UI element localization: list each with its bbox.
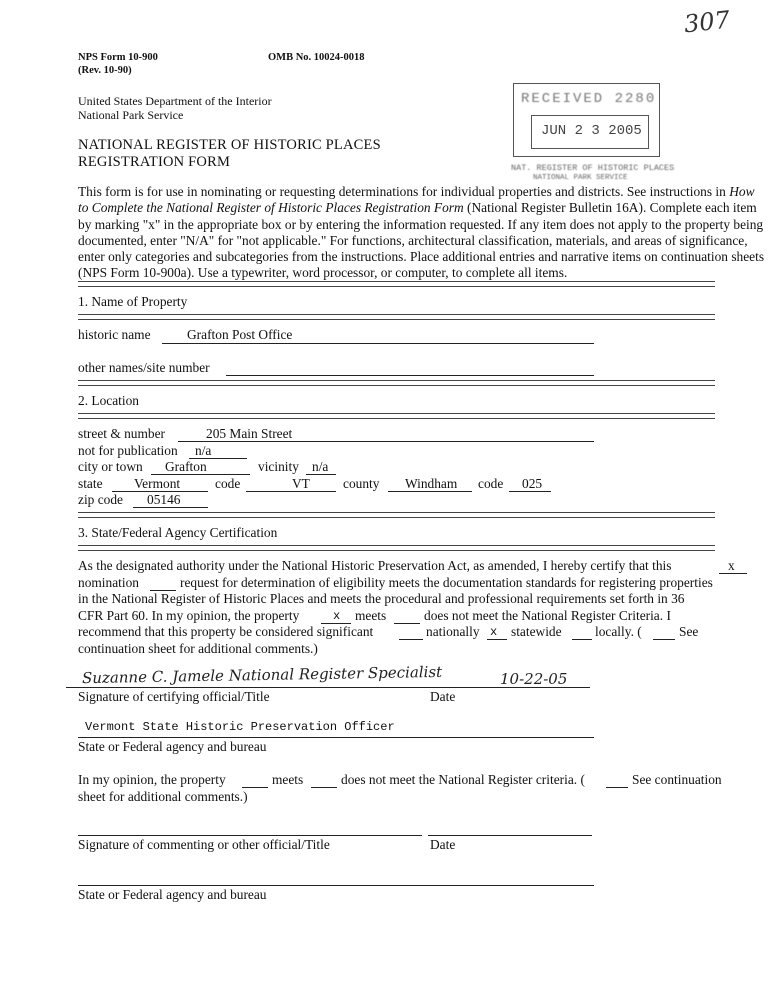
county-code-label: code xyxy=(478,476,504,491)
stamp-service: NATIONAL PARK SERVICE xyxy=(533,174,628,182)
cert-line-2: request for determination of eligibility meets the documentation standards for registering properties xyxy=(180,575,713,590)
opinion-meets-label: meets xyxy=(272,772,304,787)
nfp-value[interactable]: n/a xyxy=(195,443,212,458)
cert-see-label: See xyxy=(679,624,699,639)
cert-statewide-label: statewide xyxy=(511,624,562,639)
form-title: NATIONAL REGISTER OF HISTORIC PLACES xyxy=(78,137,381,153)
agency-typed[interactable]: Vermont State Historic Preservation Officer xyxy=(85,720,395,734)
signature-label: Signature of certifying official/Title xyxy=(78,689,270,704)
section-2-heading: 2. Location xyxy=(78,393,139,408)
zip-label: zip code xyxy=(78,492,123,507)
opinion-continuation-check-line[interactable] xyxy=(606,787,628,788)
commenting-signature-label: Signature of commenting or other official/Title xyxy=(78,837,330,852)
intro-line-4: documented, enter "N/A" for "not applicable." For functions, architectural classification, materials, and areas of significance, xyxy=(78,232,748,248)
opinion-line-1c: does not meet the National Register criteria. ( xyxy=(341,772,585,787)
stamp-received: RECEIVED 2280 xyxy=(521,91,657,107)
agency: National Park Service xyxy=(78,108,184,122)
divider xyxy=(78,281,715,287)
nomination-check[interactable]: x xyxy=(728,558,735,573)
intro-line-1-italic: How xyxy=(729,184,755,199)
opinion-line-2: sheet for additional comments.) xyxy=(78,789,248,804)
locally-check-line[interactable] xyxy=(572,639,592,640)
cert-locally-label: locally. ( xyxy=(595,624,642,639)
statewide-check[interactable]: x xyxy=(490,625,498,639)
cert-nomination-label: nomination xyxy=(78,575,139,590)
other-names-field-line[interactable] xyxy=(226,375,594,376)
divider xyxy=(78,380,715,386)
agency2-label: State or Federal agency and bureau xyxy=(78,887,267,902)
county-label: county xyxy=(343,476,380,491)
state-code-label: code xyxy=(215,476,241,491)
cert-line-3: in the National Register of Historic Places and meets the procedural and professional requirements set forth in 36 xyxy=(78,591,685,606)
received-stamp xyxy=(511,83,675,183)
agency2-line[interactable] xyxy=(78,885,594,886)
section-3-heading: 3. State/Federal Agency Certification xyxy=(78,525,278,540)
intro-line-6: (NPS Form 10-900a). Use a typewriter, word processor, or computer, to complete all items. xyxy=(78,265,568,281)
omb-number: OMB No. 10024-0018 xyxy=(268,52,365,63)
nationally-check-line[interactable] xyxy=(399,639,423,640)
commenting-date-line[interactable] xyxy=(428,835,592,836)
vicinity-value[interactable]: n/a xyxy=(312,459,329,474)
cert-line-4c: does not meet the National Register Criteria. I xyxy=(424,608,671,623)
stamp-register: NAT. REGISTER OF HISTORIC PLACES xyxy=(511,163,675,173)
state-label: state xyxy=(78,476,103,491)
intro-bulletin-title: to Complete the National Register of Historic Places Registration Form xyxy=(78,200,464,216)
not-meet-check-line[interactable] xyxy=(394,623,420,624)
commenting-signature-line[interactable] xyxy=(78,835,422,836)
street-value[interactable]: 205 Main Street xyxy=(206,426,293,441)
agency-line xyxy=(78,737,594,738)
form-rev: (Rev. 10-90) xyxy=(78,65,132,76)
cert-nationally-label: nationally xyxy=(426,624,480,639)
historic-name-field-line xyxy=(162,343,594,344)
form-subtitle: REGISTRATION FORM xyxy=(78,154,231,170)
section-1-heading: 1. Name of Property xyxy=(78,294,188,309)
intro-line-5: enter only categories and subcategories from the instructions. Place additional entries and narrative items on continuation sheets xyxy=(78,249,765,265)
page-number: 307 xyxy=(682,5,732,39)
signature-line[interactable] xyxy=(66,687,590,688)
continuation-check-line[interactable] xyxy=(653,639,675,640)
intro-line-2: (National Register Bulletin 16A). Complete each item xyxy=(463,200,757,216)
signature-date: 10-22-05 xyxy=(500,670,568,688)
other-names-label: other names/site number xyxy=(78,360,210,375)
divider xyxy=(78,512,715,518)
cert-line-5a: recommend that this property be considered significant xyxy=(78,624,374,639)
commenting-date-label: Date xyxy=(430,837,456,852)
divider xyxy=(78,413,715,419)
form-id: NPS Form 10-900 xyxy=(78,52,158,63)
intro-line-3: by marking "x" in the appropriate box or by entering the information requested. If any item does not apply to the property being xyxy=(78,216,764,232)
county-value[interactable]: Windham xyxy=(405,476,458,491)
cert-line-1: As the designated authority under the National Historic Preservation Act, as amended, I hereby certify that this xyxy=(78,558,672,573)
nfp-label: not for publication xyxy=(78,443,178,458)
historic-name-value[interactable]: Grafton Post Office xyxy=(187,327,293,342)
cert-meets-label: meets xyxy=(355,608,387,623)
divider xyxy=(78,545,715,551)
date-label: Date xyxy=(430,689,456,704)
intro-line-1: This form is for use in nominating or requesting determinations for individual properties and districts. See instructions in xyxy=(78,184,730,199)
city-label: city or town xyxy=(78,459,143,474)
certifying-signature: Suzanne C. Jamele National Register Specialist xyxy=(81,662,443,688)
zip-value[interactable]: 05146 xyxy=(147,492,181,507)
city-value[interactable]: Grafton xyxy=(165,459,207,474)
statewide-check-line xyxy=(487,639,507,640)
state-code-field-line xyxy=(246,491,336,492)
stamp-date: JUN 2 3 2005 xyxy=(541,123,642,139)
opinion-line-1a: In my opinion, the property xyxy=(78,772,226,787)
opinion-meets-check-line[interactable] xyxy=(242,787,268,788)
historic-name-label: historic name xyxy=(78,327,151,342)
street-label: street & number xyxy=(78,426,166,441)
instructions-paragraph xyxy=(78,184,765,282)
opinion-not-meet-check-line[interactable] xyxy=(311,787,337,788)
vicinity-label: vicinity xyxy=(258,459,299,474)
department: United States Department of the Interior xyxy=(78,94,272,108)
opinion-see-label: See continuation xyxy=(632,772,722,787)
meets-check[interactable]: x xyxy=(333,609,341,623)
cert-line-4a: CFR Part 60. In my opinion, the property xyxy=(78,608,300,623)
state-code-value[interactable]: VT xyxy=(292,476,310,491)
cert-line-6: continuation sheet for additional comments.) xyxy=(78,641,318,656)
state-value[interactable]: Vermont xyxy=(134,476,181,491)
divider xyxy=(78,314,715,320)
agency-label: State or Federal agency and bureau xyxy=(78,739,267,754)
county-code-value[interactable]: 025 xyxy=(522,476,543,491)
